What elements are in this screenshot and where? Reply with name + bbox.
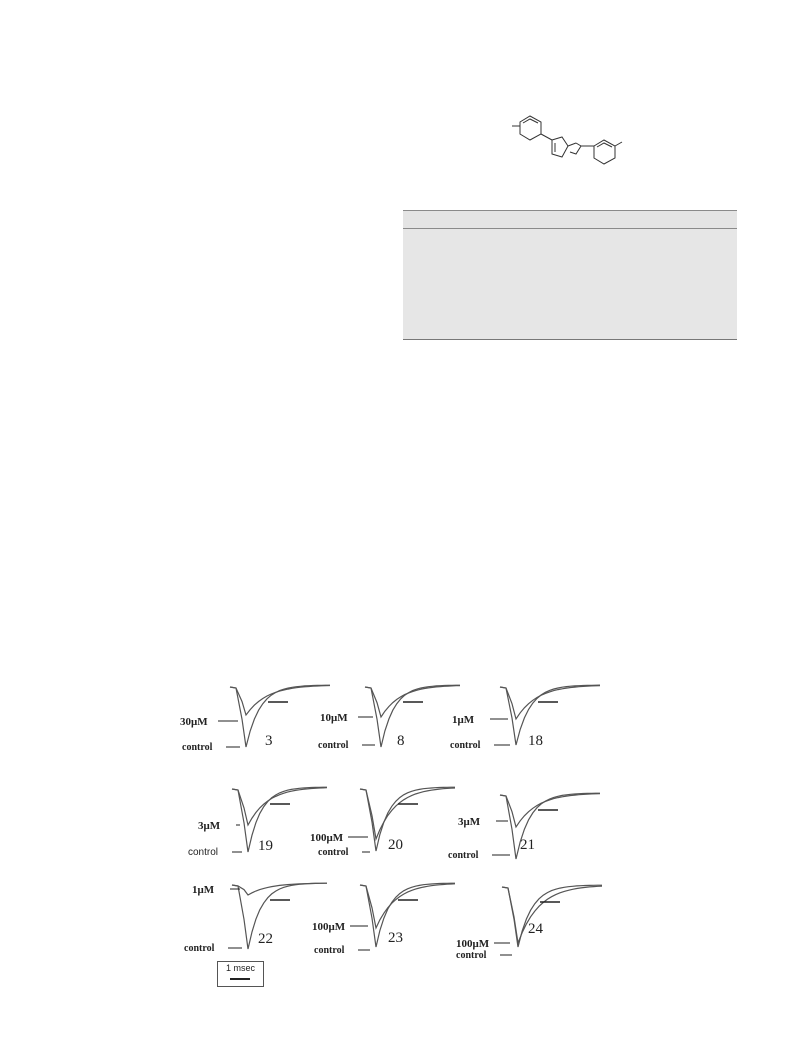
p23-control-label: control [314,945,345,956]
p21-compound-number: 21 [520,837,535,853]
scale-bar-label: 1 msec [225,963,255,973]
p3-control-label: control [182,742,213,753]
data-table [403,210,737,340]
p23-drug-trace [360,884,455,928]
p18-control-label: control [450,740,481,751]
p21-concentration-label: 3μM [458,816,481,828]
scale-bar [230,978,250,980]
p24-concentration-label: 100μM [456,938,490,950]
chemical-structure [510,108,635,170]
table-body [403,229,737,340]
link-bond-left [541,134,552,140]
scale-bar-legend [217,961,264,987]
p18-compound-number: 18 [528,733,543,749]
p8-control-trace [365,685,460,747]
p18-concentration-label: 1μM [452,714,475,726]
p3-compound-number: 3 [265,733,273,749]
p24-compound-number: 24 [528,921,543,937]
p8-control-label: control [318,740,349,751]
p24-control-label: control [456,950,487,961]
p19-compound-number: 19 [258,838,273,854]
link-bond-right [568,143,576,146]
central-heterocycle [552,137,568,157]
p19-concentration-label: 3μM [198,820,221,832]
p23-concentration-label: 100μM [312,921,346,933]
p20-concentration-label: 100μM [310,832,344,844]
p3-concentration-label: 30μM [180,716,208,728]
p8-compound-number: 8 [397,733,405,749]
p23-compound-number: 23 [388,930,403,946]
p22-concentration-label: 1μM [192,884,215,896]
p24-drug-trace [502,886,602,943]
p19-control-label: control [188,847,219,858]
p21-control-label: control [448,850,479,861]
p20-drug-trace [360,788,455,839]
p20-compound-number: 20 [388,837,403,853]
p21-control-trace [500,793,600,859]
p20-control-trace [360,787,455,851]
p3-control-trace [230,685,330,747]
p20-control-label: control [318,847,349,858]
p22-control-label: control [184,943,215,954]
p8-concentration-label: 10μM [320,712,348,724]
current-traces-figure [170,675,610,990]
p22-compound-number: 22 [258,931,273,947]
right-substituent [615,142,622,146]
table-header [403,210,737,229]
